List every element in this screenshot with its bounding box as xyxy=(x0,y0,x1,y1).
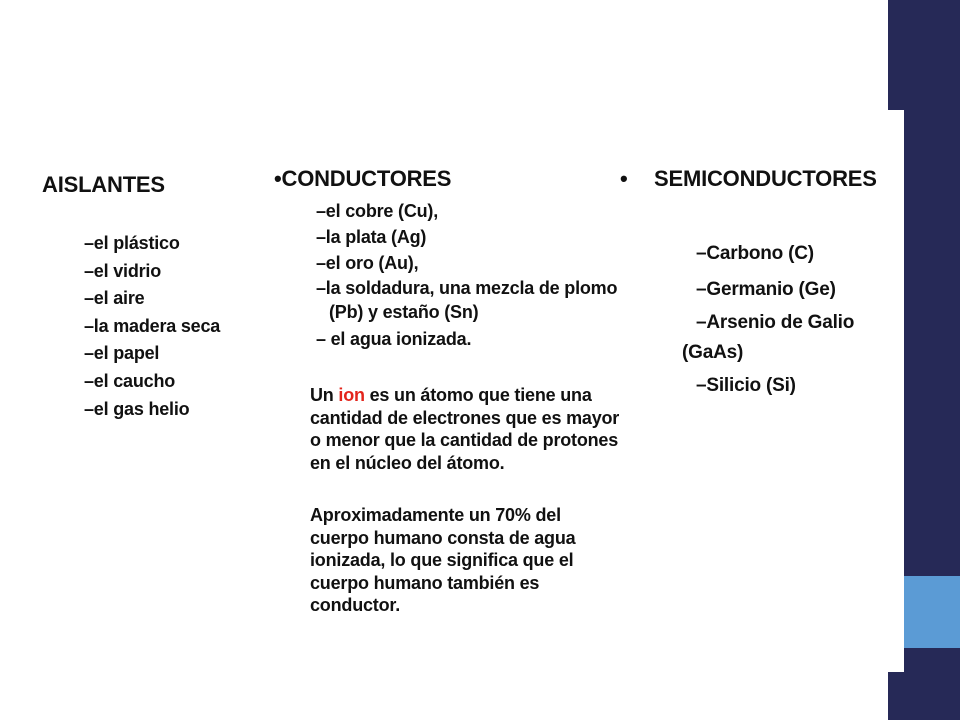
list-item-arsenio xyxy=(682,308,886,368)
ion-definition-paragraph xyxy=(310,384,620,474)
bullet-icon: • xyxy=(620,166,628,191)
list-item: –Silicio (Si) xyxy=(696,375,796,396)
list-item: –el aire xyxy=(84,288,145,309)
sidebar-block-middle xyxy=(904,110,960,576)
ion-text-after: es un átomo que tiene una cantidad de electrones que es mayor o menor que la cantidad de protones en el núcleo del átomo. xyxy=(310,385,620,473)
sidebar-block-top xyxy=(888,0,960,110)
list-item: – el agua ionizada. xyxy=(316,329,472,349)
arsenio-line-1: –Arsenio de Galio xyxy=(696,312,855,333)
list-item: –el plástico xyxy=(84,233,180,253)
arsenio-line-2: (GaAs) xyxy=(682,342,744,363)
sidebar-block-bottom xyxy=(888,672,960,720)
aislantes-column xyxy=(42,172,220,423)
conductores-column xyxy=(274,166,620,615)
semiconductores-list xyxy=(682,236,886,404)
list-item: –Germanio (Ge) xyxy=(696,279,836,300)
human-body-paragraph: Aproximadamente un 70% del cuerpo humano consta de agua ionizada, lo que significa que el cuerpo humano también es conductor. xyxy=(310,505,576,615)
list-item: –Carbono (C) xyxy=(696,243,814,264)
semiconductores-title: SEMICONDUCTORES xyxy=(654,166,877,191)
list-item: –el gas helio xyxy=(84,398,190,419)
list-item: –la soldadura, una mezcla de plomo (Pb) y estaño (Sn) xyxy=(316,278,618,322)
conductores-heading: •CONDUCTORES xyxy=(274,166,452,191)
sidebar-accent-block xyxy=(904,576,960,648)
ion-text-before: Un xyxy=(310,385,339,405)
aislantes-list xyxy=(84,230,220,423)
aislantes-heading: AISLANTES xyxy=(42,172,165,197)
list-item: –el oro (Au), xyxy=(316,253,419,273)
ion-highlight: ion xyxy=(338,385,365,405)
list-item: –la madera seca xyxy=(84,315,221,336)
list-item: –el cobre (Cu), xyxy=(316,201,439,221)
sidebar-block-lower xyxy=(904,648,960,672)
list-item: –el papel xyxy=(84,343,160,364)
semiconductores-column xyxy=(620,166,886,404)
conductores-list xyxy=(316,198,619,352)
list-item: –el vidrio xyxy=(84,260,162,281)
list-item: –el caucho xyxy=(84,370,176,391)
list-item: –la plata (Ag) xyxy=(316,227,427,247)
semiconductores-heading xyxy=(620,166,886,192)
